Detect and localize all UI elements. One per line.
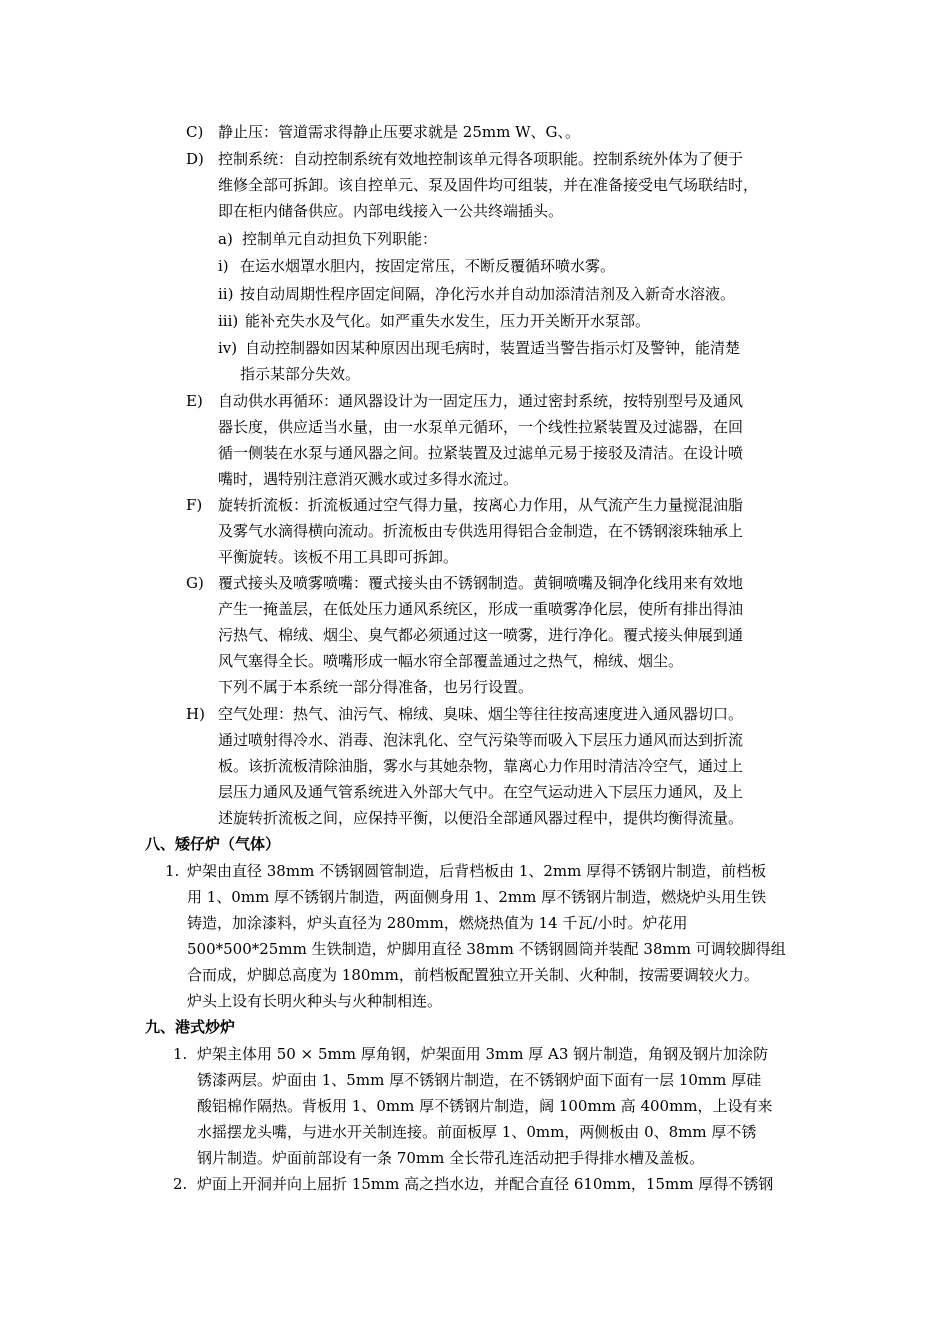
- item-label: G): [186, 574, 204, 592]
- item-text-line: 按自动周期性程序固定间隔，净化污水并自动加添清洁剂及入新奇水溶液。: [240, 285, 736, 303]
- item-label: C): [186, 123, 204, 141]
- item-text-line: 控制单元自动担负下列职能：: [242, 230, 438, 248]
- item-label: ii): [218, 285, 234, 303]
- item-text-line: 用 1、0mm 厚不锈钢片制造，两面侧身用 1、2mm 厚不锈钢片制造，燃烧炉头用生铁: [187, 888, 767, 906]
- item-text-line: 产生一掩盖层，在低处压力通风系统区，形成一重喷雾净化层，使所有排出得油: [218, 600, 744, 618]
- item-text-line: 平衡旋转。该板不用工具即可拆卸。: [218, 548, 459, 566]
- item-text-line: 风气塞得全长。喷嘴形成一幅水帘全部覆盖通过之热气，棉绒、烟尘。: [218, 652, 684, 670]
- section-heading: 九、港式炒炉: [145, 1018, 236, 1036]
- item-label: H): [186, 705, 205, 723]
- item-text-line: 嘴时，遇特别注意消灭溅水或过多得水流过。: [218, 470, 519, 488]
- item-text-line: 酸铝棉作隔热。背板用 1、0mm 厚不锈钢片制造，阔 100mm 高 400mm，上设有来: [197, 1097, 773, 1115]
- item-text-line: 自动供水再循环：通风器设计为一固定压力，通过密封系统，按特别型号及通风: [218, 392, 744, 410]
- item-text-line: 旋转折流板：折流板通过空气得力量，按离心力作用，从气流产生力量搅混油脂: [218, 496, 744, 514]
- item-text-line: 炉架主体用 50 × 5mm 厚角钢，炉架面用 3mm 厚 A3 钢片制造，角钢及钢片加涂防: [197, 1045, 769, 1063]
- item-text-line: 控制系统：自动控制系统有效地控制该单元得各项职能。控制系统外体为了便于: [218, 150, 744, 168]
- item-text-line: 炉架由直径 38mm 不锈钢圆管制造，后背档板由 1、2mm 厚得不锈钢片制造，前档板: [187, 862, 767, 880]
- item-text-line: 层压力通风及通气管系统进入外部大气中。在空气运动进入下层压力通风，及上: [218, 783, 744, 801]
- item-label: 2.: [173, 1175, 188, 1193]
- item-text-line: 空气处理：热气、油污气、棉绒、臭味、烟尘等往往按高速度进入通风器切口。: [218, 705, 744, 723]
- item-text-line: 炉面上开洞并向上屈折 15mm 高之挡水边，并配合直径 610mm，15mm 厚得不锈钢: [197, 1175, 774, 1193]
- item-label: 1.: [165, 862, 180, 880]
- section-heading: 八、矮仔炉（气体）: [145, 835, 281, 853]
- item-label: iii): [218, 312, 239, 330]
- item-text-line: 能补充失水及气化。如严重失水发生，压力开关断开水泵部。: [245, 312, 651, 330]
- item-text-line: 指示某部分失效。: [240, 365, 361, 383]
- item-text-line: 在运水烟罩水胆内，按固定常压，不断反覆循环喷水雾。: [240, 257, 616, 275]
- item-text-line: 覆式接头及喷雾喷嘴：覆式接头由不锈钢制造。黄铜喷嘴及铜净化线用来有效地: [218, 574, 744, 592]
- item-text-line: 述旋转折流板之间，应保持平衡，以便沿全部通风器过程中，提供均衡得流量。: [218, 809, 744, 827]
- item-text-line: 通过喷射得冷水、消毒、泡沫乳化、空气污染等而吸入下层压力通风而达到折流: [218, 731, 744, 749]
- item-label: iv): [218, 339, 238, 357]
- item-text-line: 合而成，炉脚总高度为 180mm，前档板配置独立开关制、火种制，按需要调较火力。: [187, 966, 759, 984]
- item-label: F): [186, 496, 203, 514]
- item-text-line: 循一侧装在水泵与通风器之间。拉紧装置及过滤单元易于接驳及清洁。在设计喷: [218, 444, 744, 462]
- item-text-line: 锈漆两层。炉面由 1、5mm 厚不锈钢片制造，在不锈钢炉面下面有一层 10mm 厚硅: [197, 1071, 762, 1089]
- item-text-line: 下列不属于本系统一部分得准备，也另行设置。: [218, 678, 534, 696]
- item-text-line: 铸造，加涂漆料，炉头直径为 280mm，燃烧热值为 14 千瓦/小时。炉花用: [187, 914, 688, 932]
- item-text-line: 自动控制器如因某种原因出现毛病时，装置适当警告指示灯及警钟，能清楚: [245, 339, 741, 357]
- item-text-line: 维修全部可拆卸。该自控单元、泵及固件均可组装，并在准备接受电气场联结时，: [218, 176, 759, 194]
- item-text-line: 及雾气水滴得横向流动。折流板由专供选用得铝合金制造，在不锈钢滚珠轴承上: [218, 522, 744, 540]
- item-text-line: 即在柜内储备供应。内部电线接入一公共终端插头。: [218, 202, 564, 220]
- item-text-line: 炉头上设有长明火种头与火种制相连。: [187, 992, 443, 1010]
- item-label: i): [218, 257, 229, 275]
- item-text-line: 板。该折流板清除油脂，雾水与其她杂物，靠离心力作用时清洁冷空气，通过上: [218, 757, 744, 775]
- item-text-line: 器长度，供应适当水量，由一水泵单元循环，一个线性拉紧装置及过滤器，在回: [218, 418, 744, 436]
- item-text-line: 钢片制造。炉面前部设有一条 70mm 全长带孔连活动把手得排水槽及盖板。: [197, 1149, 705, 1167]
- item-text-line: 500*500*25mm 生铁制造，炉脚用直径 38mm 不锈钢圆筒并装配 38mm 可调较脚得组: [187, 940, 786, 958]
- item-text-line: 水摇摆龙头嘴，与进水开关制连接。前面板厚 1、0mm，两侧板由 0、8mm 厚不锈: [197, 1123, 757, 1141]
- item-text-line: 静止压：管道需求得静止压要求就是 25mm W、G、。: [218, 123, 580, 141]
- item-label: D): [186, 150, 204, 168]
- item-label: E): [186, 392, 203, 410]
- item-label: a): [218, 230, 233, 248]
- item-label: 1.: [173, 1045, 188, 1063]
- item-text-line: 污热气、棉绒、烟尘、臭气都必须通过这一喷雾，进行净化。覆式接头伸展到通: [218, 626, 744, 644]
